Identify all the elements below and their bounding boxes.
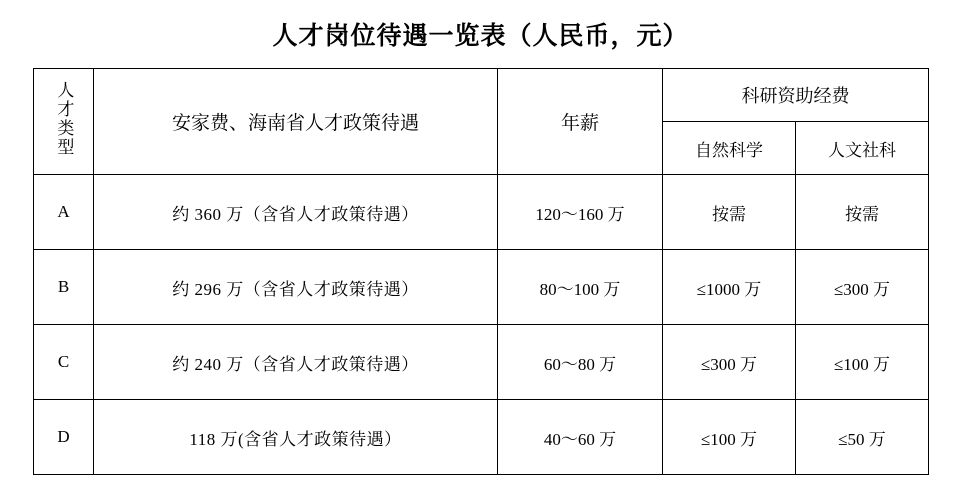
table-row xyxy=(34,250,929,325)
cell-salary: 60～80 万 xyxy=(498,325,663,400)
cell-type: C xyxy=(34,325,94,400)
cell-type: B xyxy=(34,250,94,325)
cell-type: D xyxy=(34,400,94,475)
talent-treatment-table xyxy=(33,68,929,475)
header-cell-research-funding: 科研资助经费 xyxy=(663,69,929,122)
header-cell-humanities: 人文社科 xyxy=(796,122,929,175)
cell-natural-science: 按需 xyxy=(663,175,796,250)
header-cell-salary: 年薪 xyxy=(498,69,663,175)
cell-salary: 80～100 万 xyxy=(498,250,663,325)
table-row xyxy=(34,400,929,475)
header-cell-type xyxy=(34,69,94,175)
header-label-type: 人才类型 xyxy=(54,81,74,157)
cell-natural-science: ≤1000 万 xyxy=(663,250,796,325)
cell-humanities: ≤100 万 xyxy=(796,325,929,400)
header-cell-natural-science: 自然科学 xyxy=(663,122,796,175)
header-cell-settlement: 安家费、海南省人才政策待遇 xyxy=(94,69,498,175)
cell-settlement: 约 296 万（含省人才政策待遇） xyxy=(94,250,498,325)
cell-humanities: ≤300 万 xyxy=(796,250,929,325)
cell-type: A xyxy=(34,175,94,250)
cell-natural-science: ≤100 万 xyxy=(663,400,796,475)
cell-settlement: 约 360 万（含省人才政策待遇） xyxy=(94,175,498,250)
table-container xyxy=(0,68,961,475)
table-header-row-1 xyxy=(34,69,929,122)
table-row xyxy=(34,325,929,400)
table-row xyxy=(34,175,929,250)
cell-salary: 120～160 万 xyxy=(498,175,663,250)
cell-natural-science: ≤300 万 xyxy=(663,325,796,400)
cell-settlement: 118 万(含省人才政策待遇） xyxy=(94,400,498,475)
cell-salary: 40～60 万 xyxy=(498,400,663,475)
page-title: 人才岗位待遇一览表（人民币，元） xyxy=(272,23,689,50)
cell-humanities: 按需 xyxy=(796,175,929,250)
cell-settlement: 约 240 万（含省人才政策待遇） xyxy=(94,325,498,400)
cell-humanities: ≤50 万 xyxy=(796,400,929,475)
